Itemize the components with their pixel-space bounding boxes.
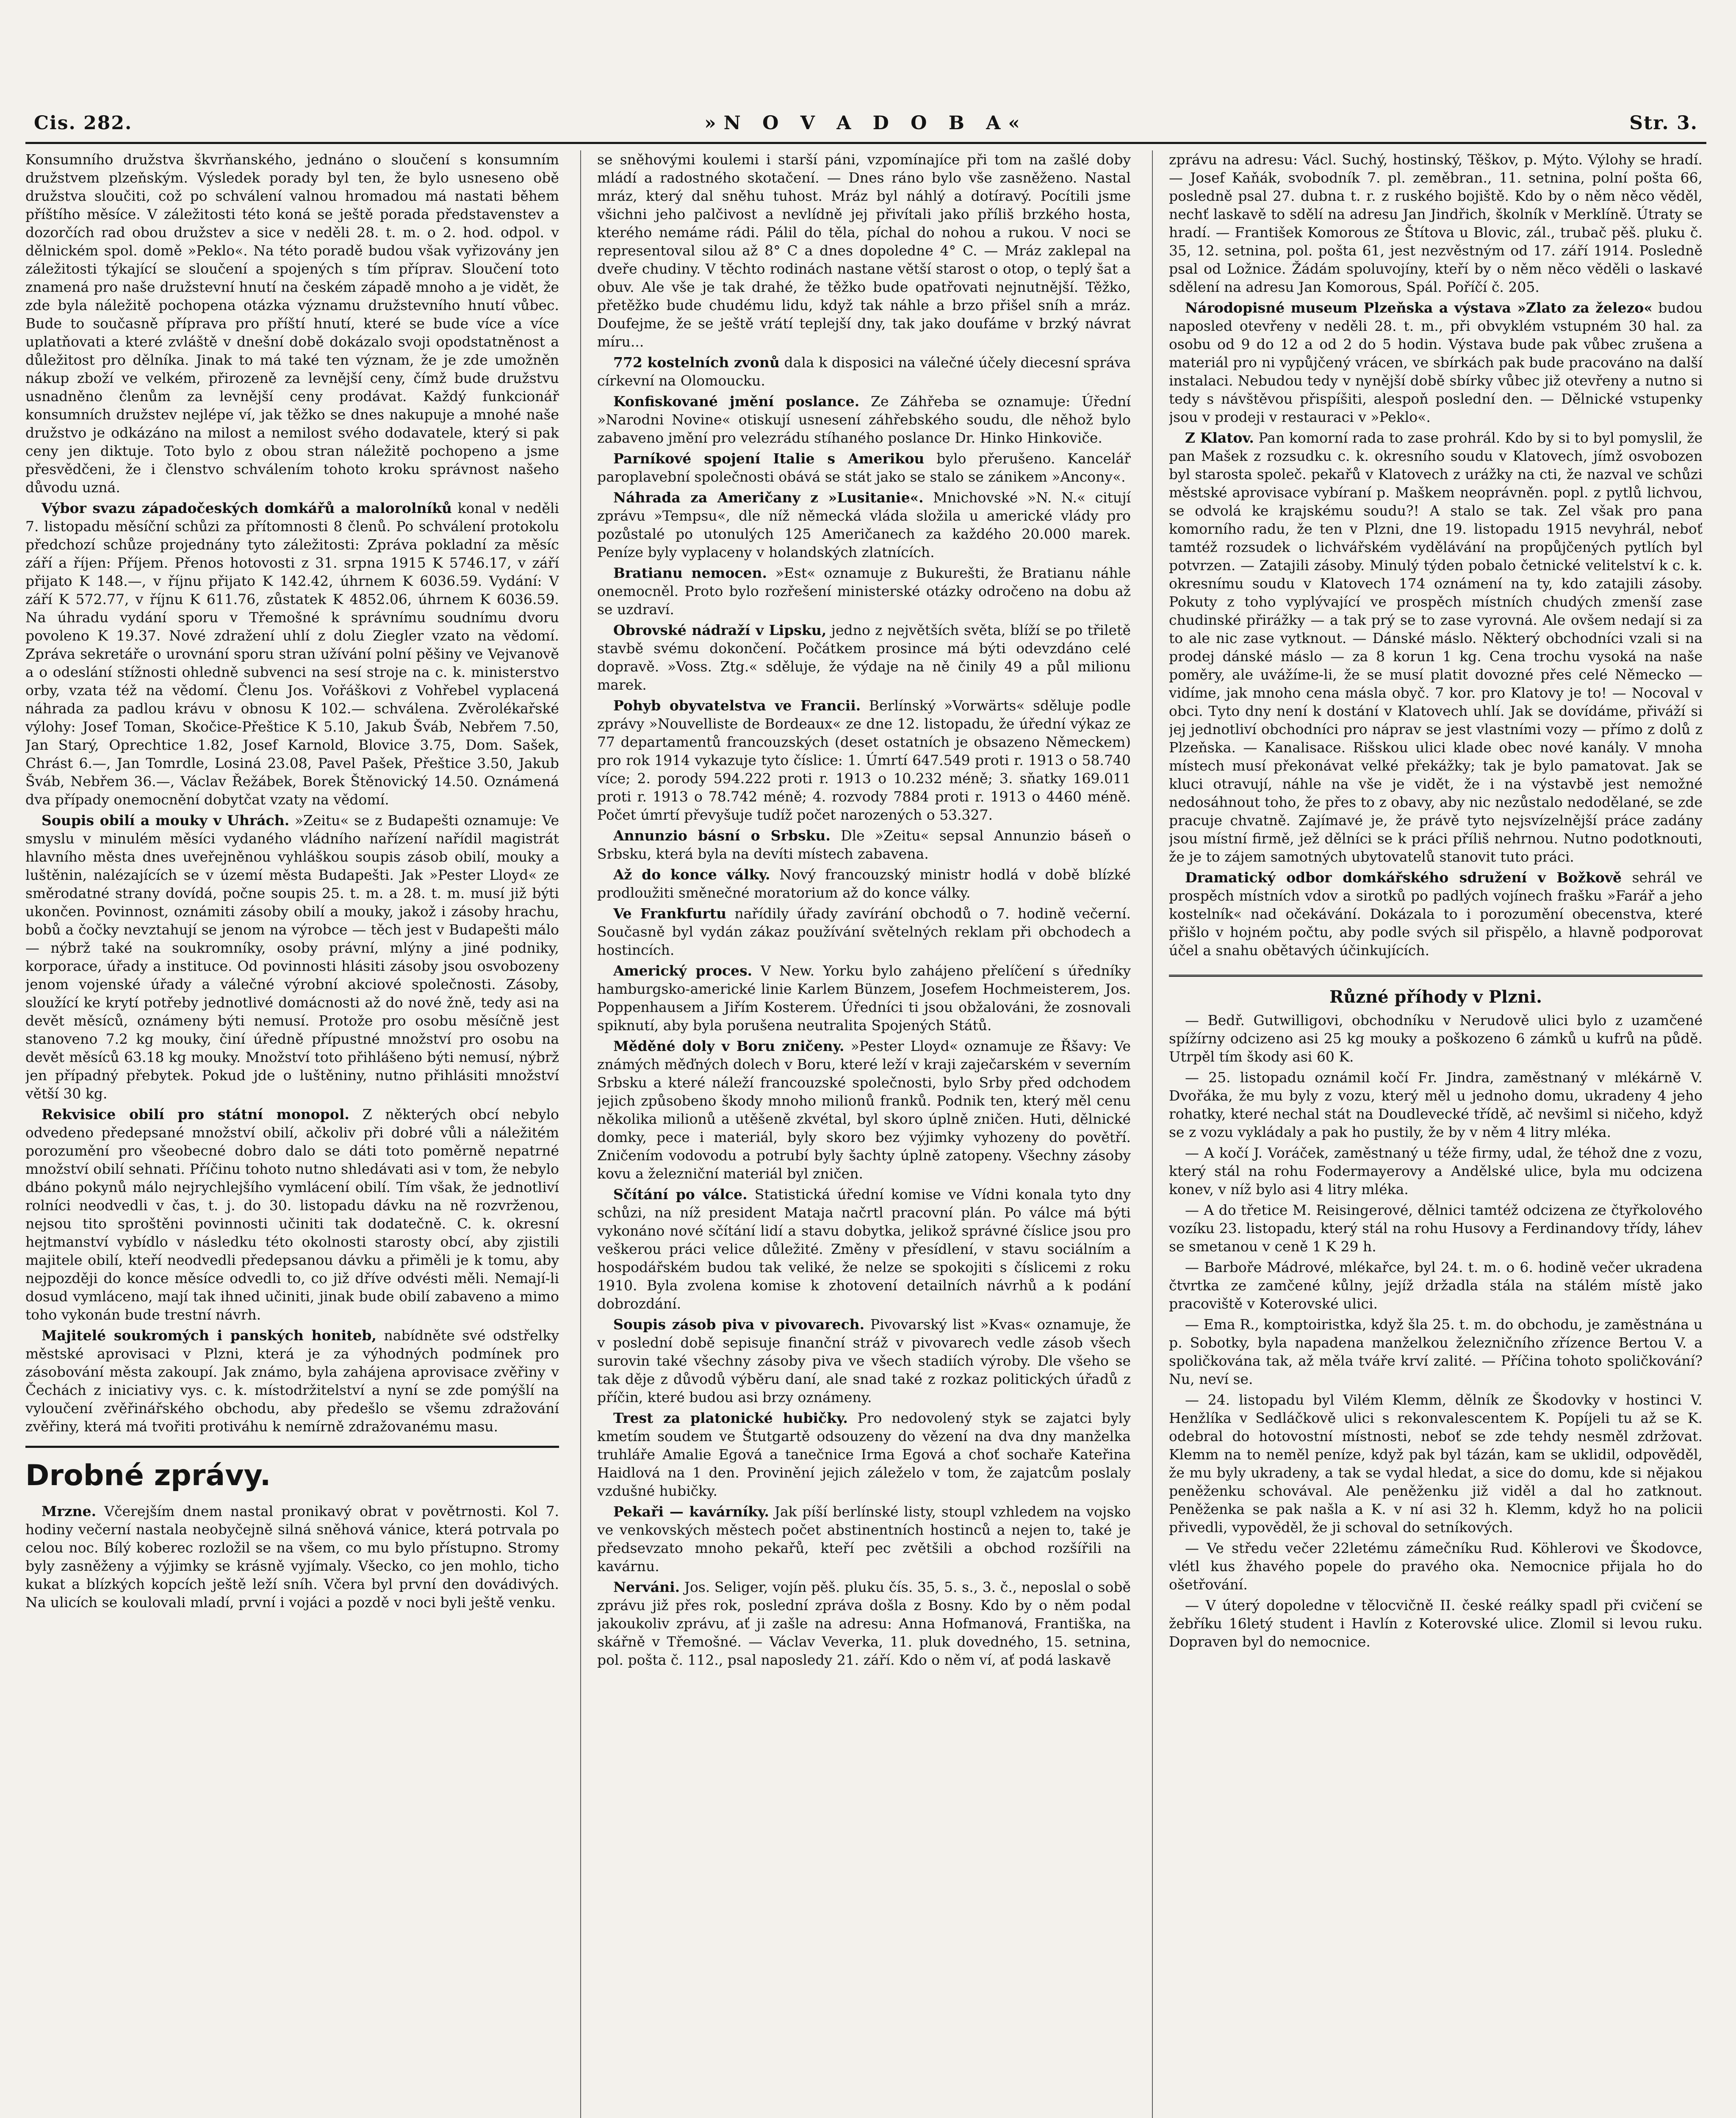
article-headline: Soupis zásob piva v pivovarech. [613, 1316, 865, 1333]
news-item: — Ve středu večer 22letému zámečníku Rud. Köhlerovi ve Škodovce, vlétl kus žhavého popele do pravého oka. Nemocnice přijala ho do ošetřování. [1169, 1540, 1703, 1593]
article-headline: Pohyb obyvatelstva ve Francii. [613, 697, 861, 714]
article [597, 621, 1131, 694]
article [597, 564, 1131, 618]
page-number: Cis. 282. [34, 112, 133, 134]
news-item: — V úterý dopoledne v tělocvičně II. české reálky spadl při cvičení se žebříku 16letý student i Havlín z Koterovské ulice. Zlomil si levou ruku. Dopraven byl do nemocnice. [1169, 1597, 1703, 1650]
article-headline: Konfiskované jmění poslance. [613, 393, 860, 410]
article-text: dala k disposici na válečné účely diecesní správa církevní na Olomoucku. [597, 354, 1131, 389]
article-text: jedno z největších světa, blíží se po třiletě stavbě svému dokončení. Počátkem prosince má býti odevzdáno celé dopravě. »Voss. Ztg.« sděluje, že výdaje na ně činily 49 a půl milionu marek. [597, 622, 1131, 693]
article [25, 1326, 559, 1436]
article-headline: Až do konce války. [613, 866, 770, 883]
article [25, 1502, 559, 1611]
article-text: se sněhovými koulemi i starší páni, vzpomínajíce při tom na zašlé doby mládí a radostného skotačení. — Dnes ráno bylo vše zasněženo. Nastal mráz, který dal sněhu tuhost. Mráz byl náhlý a dotíravý. Pocítili jsme všichni jeho palčivost a nevlídně jej přivítali jako příliš brzkého hosta, kterého nemáme rádi. Pálil do těla, píchal do nohou a rukou. V noci se representoval silou až 8° C a dnes dopoledne 4° C. — Mráz zaklepal na dveře chudiny. V těchto rodinách nastane větší starost o otop, o teplý šat a obuv. Ale vše je tak drahé, že těžko bude opatřovati nejnutnější. Těžko, přetěžko bude chudému lidu, když tak náhle a brzo přišel sníh a mráz. Doufejme, že se ještě vrátí teplejší dny, tak jako doufáme v brzký návrat míru... [597, 151, 1131, 350]
article [25, 499, 559, 809]
article-headline: Trest za platonické hubičky. [613, 1410, 848, 1426]
article-text: Pan komorní rada to zase prohrál. Kdo by si to byl pomyslil, že pan Mašek z rozsudku c. k. okresního soudu v Klatovech, jímž osvobozen byl starosta společ. pekařů v Klatovech z urážky na cti, že nazval ve schůzi městské aprovisace vybíraní p. Maškem neoprávněn. popl. z pytlů lichvou, se odvolá ke krajskému soudu?! A stalo se tak. Zel však pro pana komorního radu, že ten v Plzni, dne 19. listopadu 1915 nevyhrál, neboť tamtéž rozsudek o lichvářském vydělávání na propůjčených pytlích byl potvrzen. — Zatajili zásoby. Minulý týden pobalo četnické velitelství k c. k. okresnímu soudu v Klatovech 174 oznámení na ty, kdo zatajili zásoby. Pokuty z toho vyplývající ve prospěch místních chudých zmenší zase chudinské přirážky — a tak prý se to zase vyrovná. Ale ovšem nedají si za to ale nic zase vytknout. — Dánské máslo. Některý obchodníci vzali si na prodej dánské máslo — za 8 korun 1 kg. Cena trochu vysoká na naše poměry, ale uvážíme-li, že se musí platit dovozné přes celé Německo — vidíme, jak mnoho cena másla obyč. 7 kor. pro Klatovy je to! — Nocoval v obci. Tyto dny není k dostání v Klatovech uhlí. Jak se dovídáme, přiváží si jej jednotliví obchodníci pro náprav se jest vlastními vozy — přímo z dolů z Plzeňska. — Kanalisace. Rišskou ulici klade obec nové kanály. V mnoha místech musí překonávat velké překážky; tak je bylo pamatovat. Jak se kluci otravují, náhle na vše je vidět, že i na výstavbě jest nemožné nedosáhnout toho, že přes to z obavy, aby nic nezůstalo nedodělané, se zde pracuje chvatně. Zajímavé je, že právě tyto nejsvízelnější práce zadány jsou místní firmě, jež dělníci se k práci příliš nehrnou. Nutno podotknouti, že je to zájem samotných ubytovatelů stanovit tuto práci. [1169, 430, 1703, 865]
article [597, 353, 1131, 390]
article [25, 811, 559, 1103]
column-divider [580, 150, 581, 2118]
article-text: Včerejším dnem nastal pronikavý obrat v povětrnosti. Kol 7. hodiny večerní nastala neobyčejně silná sněhová vánice, která potrvala po celou noc. Bílý koberec rozložil se na všem, co mu bylo přístupno. Stromy byly zasněženy a výjimky se krásně vyjímaly. Všecko, co jen mohlo, ticho kukat a blízkých kopcích ještě leží sníh. Včera byl první den dovádivých. Na ulicích se koulovali mladí, první i vojáci a pozdě v noci byli ještě venku. [25, 1503, 559, 1611]
page-side: Str. 3. [1629, 112, 1698, 134]
article-text: Mnichovské »N. N.« citují zprávu »Tempsu«, dle níž německá vláda složila u americké vlády pro pozůstalé po utonulých 125 Američanech za každého 20.000 marek. Peníze byly vyplaceny v holandských zlatnících. [597, 489, 1131, 560]
article-headline: Pekaři — kavárníky. [613, 1503, 770, 1520]
article-text: Pivovarský list »Kvas« oznamuje, že v poslední době sepisuje finanční stráž v pivovarech vedle zásob všech surovin také všechny zásoby piva ve všech stadiích výroby. Dle všeho se tak děje z důvodů výběru daní, ale snad také z rozkaz politických úřadů z příčin, které budou asi brzy oznámeny. [597, 1316, 1131, 1406]
article-text: Jos. Seliger, vojín pěš. pluku čís. 35, 5. s., 3. č., neposlal o sobě zprávu již přes rok, poslední zpráva došla z Bosny. Kdo by o něm podal jakoukoliv zprávu, ať ji zašle na adresu: Anna Hofmanová, Františka, na skářně v Třemošné. — Václav Veverka, 11. pluk dovedného, 15. setnina, pol. pošta č. 112., psal naposledy 21. září. Kdo o něm ví, ať podá laskavě [597, 1579, 1131, 1668]
column-1 [25, 150, 559, 2118]
article-headline: Annunzio básní o Srbsku. [613, 827, 831, 844]
column-divider [1152, 150, 1153, 2118]
article-text: zprávu na adresu: Václ. Suchý, hostinský, Těškov, p. Mýto. Výlohy se hradí. — Josef Kaňák, svobodník 7. pl. zeměbran., 11. setnina, polní pošta 66, posledně psal 27. dubna t. r. z ruského bojiště. Kdo by o něm něco věděl, nechť laskavě to sdělí na adresu Jan Jindřich, školník v Merklíně. Útraty se hradí. — František Komorous ze Štítova u Blovic, zál., trubač pěš. pluku č. 35, 12. setnina, pol. pošta 61, jest nezvěstným od 17. září 1914. Posledně psal od Ložnice. Žádám spoluvojíny, kteří by o něm něco věděli o laskavé sdělení na adresu Jan Komorous, Spál. Poříčí č. 205. [1169, 151, 1703, 295]
news-item: — Ema R., komptoiristka, když šla 25. t. m. do obchodu, je zaměstnána u p. Sobotky, byla napadena manželkou železničního zřízence Bertou V. a spoličkována tak, až měla tváře krví zalité. — Příčina tohoto spoličkování? Nu, neví se. [1169, 1316, 1703, 1387]
article-headline: Obrovské nádraží v Lipsku, [613, 622, 827, 638]
article-text: Pro nedovolený styk se zajatci byly kmetím soudem ve Štutgartě odsouzeny do vězení na dva dny manželka truhláře Amalie Egová a tanečnice Irma Egová a choť sochaře Kateřina Haidlová na 1 den. Provinění jejich záleželo v tom, že zajatcům poslaly vzdušné hubičky. [597, 1410, 1131, 1499]
article-text: budou naposled otevřeny v neděli 28. t. m., při obvyklém vstupném 30 hal. za osobu od 9 do 12 a od 2 do 5 hodin. Výstava bude pak vůbec zrušena a materiál pro ni vypůjčený vrácen, ve sbírkách pak bude pracováno na další instalaci. Nebudou tedy v nynější době sbírky vůbec již otevřeny a nutno si tedy s návštěvou přispíšiti, alespoň poslední den. — Dělnické vstupenky jsou v prodeji v restauraci v »Peklo«. [1169, 299, 1703, 425]
article-text: bylo přerušeno. Kancelář paroplavební společnosti obává se stát jako se stalo se zánikem »Ancony«. [597, 450, 1131, 485]
article-headline: Výbor svazu západočeských domkářů a malorolníků [42, 500, 452, 516]
article [597, 1185, 1131, 1313]
article-text: V New. Yorku bylo zahájeno přelíčení s úředníky hamburgsko-americké linie Karlem Bünzem, Josefem Hochmeisterem, Jos. Poppenhausem a Jiřím Kosterem. Úředníci ti jsou obžalováni, že zosnovali spiknutí, aby byla porušena neutralita Spojených Států. [597, 962, 1131, 1034]
article-text: nabídněte své odstřelky městské aprovisaci v Plzni, která je za výhodných podmínek pro zásobování města zakoupí. Jak známo, byla zahájena aprovisace zvěřiny v Čechách z iniciativy vys. c. k. místodržitelství a nyní se zde pomýšlí na vyloučení zvěřinářského obchodu, aby předešlo se všemu zdražování zvěřiny, která má tvořiti protiváhu k nemírně zdražovanému masu. [25, 1327, 559, 1435]
article-headline: 772 kostelních zvonů [613, 354, 780, 371]
newspaper-title: »N O V A D O B A« [704, 112, 1027, 134]
article-text: Statistická úřední komise ve Vídni konala tyto dny schůzi, na níž president Mataja načrtl pracovní plán. Po válce má býti vykonáno nové sčítání lidí a stavu dobytka, jelikož správné číslice jsou pro veškerou práci velice důležité. Změny v přesídlení, v stavu sociálním a hospodářském budou tak veliké, že nelze se spokojiti s číslicemi z roku 1910. Byla zvolena komise k zhotovení detailních návrhů a k podání dobrozdání. [597, 1186, 1131, 1312]
article-headline: Mrzne. [42, 1503, 97, 1519]
column-2 [597, 150, 1131, 2118]
article-headline: Soupis obilí a mouky v Uhrách. [42, 812, 290, 829]
article-text: sehrál ve prospěch místních vdov a sirotků po padlých vojínech frašku »Farář a jeho kostelník« nad očekávání. Dokázala to i porozumění obecenstva, které přišlo v hojném počtu, aby podle svých sil přispělo, a hlavně podporovat účel a snahu obětavých účinkujících. [1169, 869, 1703, 959]
article [597, 1037, 1131, 1183]
article-headline: Nerváni. [613, 1579, 680, 1595]
article-text: Jak píší berlínské listy, stoupl vzhledem na vojsko ve venkovských městech počet abstinentních hostinců a nejen to, také je předsevzato mnoho pekařů, kteří pec zvětšili a obchod rozšířili na kavárnu. [597, 1503, 1131, 1575]
article-text: konal v neděli 7. listopadu měsíční schůzi za přítomnosti 8 členů. Po schválení protokolu předchozí schůze projednány tyto záležitosti: Zpráva pokladní za měsíc září a říjen: Příjem. Přenos hotovosti z 31. srpna 1915 K 5746.17, v září přijato K 148.—, v říjnu přijato K 142.42, úhrnem K 6036.59. Vydání: V září K 572.77, v říjnu K 611.76, zůstatek K 4852.06, úhrnem K 6036.59. Na úhradu vydání sporu v Třemošné k správnímu soudnímu dvoru povoleno K 19.37. Nové zdražení uhlí z dolu Ziegler vzato na vědomí. Zpráva sekretáře o urovnání sporu stran užívání polní pěšiny ve Vejvanově a o odeslání stížnosti ohledně subvenci na sesí stroje na c. k. ministerstvo orby, vzata též na vědomí. Členu Jos. Vořáškovi z Vohřebel vyplacená náhrada za padlou krávu v obnosu K 102.— schválena. Zvěrolékařské výlohy: Josef Toman, Skočice-Přeštice K 5.10, Jakub Šváb, Nebřem 7.50, Jan Starý, Oprechtice 1.82, Josef Karnold, Blovice 3.75, Dom. Sašek, Chrást 6.—, Jan Tomrdle, Losiná 23.08, Pavel Pašek, Přeštice 3.50, Jakub Šváb, Nebřem 36.—, Václav Řežábek, Borek Štěnovický 14.50. Oznámená dva případy onemocnění dobytčat vzaty na vědomí. [25, 500, 559, 808]
article-headline: Bratianu nemocen. [613, 565, 767, 581]
article [597, 696, 1131, 824]
article [597, 962, 1131, 1034]
news-item: — A do třetice M. Reisingerové, dělnici tamtéž odcizena ze čtyřkolového vozíku 23. listopadu, který stál na rohu Husovy a Ferdinandovy třídy, láhev se smetanou v ceně 1 K 29 h. [1169, 1202, 1703, 1255]
article-headline: Majitelé soukromých i panských honiteb, [42, 1327, 377, 1344]
article-headline: Měděné doly v Boru zničeny. [613, 1038, 844, 1054]
article-text: Nový francouzský ministr hodlá v době blízké prodloužiti směnečné moratorium až do konce války. [597, 866, 1131, 901]
article-headline: Rekvisice obilí pro státní monopol. [42, 1106, 349, 1123]
section-heading: Různé příhody v Plzni. [1329, 987, 1542, 1007]
article [597, 1578, 1131, 1669]
article-text: Z některých obcí nebylo odvedeno předepsané množství obilí, ačkoliv při dobré vůli a náležitém porozumění pro všeobecné dobro dalo se dáti toto poměrně nepatrné množství obilí sehnati. Příčinu tohoto nutno shledávati asi v tom, že nebylo dbáno pokynů málo nejrychlejšího vymlácení obilí. Tím však, že jednotliví rolníci neodvedli v čas, t. j. do 30. listopadu dávku na ně rozvrženou, nejsou tito sproštěni povinnosti učiniti tak dodatečně. C. k. okresní hejtmanství vybídlo v následku této okolnosti starosty obcí, aby zjistili majitele obilí, kteří neodvedli předepsanou dávku a přiměli je k tomu, aby nejpozději do konce měsíce odvedli to, co již dříve odvésti měli. Nemají-li dosud vymláceno, mají tak ihned učiniti, jinak bude obilí zabaveno a mimo toho vykonán bude trestní návrh. [25, 1106, 559, 1323]
article-headline: Sčítání po válce. [613, 1186, 748, 1203]
article [597, 826, 1131, 863]
article-text: Dle »Zeitu« sepsal Annunzio báseň o Srbsku, která byla na devíti místech zabavena. [597, 827, 1131, 862]
article-headline: Náhrada za Američany z »Lusitanie«. [613, 489, 924, 506]
page-header [25, 104, 1706, 144]
article [1169, 868, 1703, 959]
article [597, 488, 1131, 561]
article-headline: Národopisné museum Plzeňska a výstava »Zlato za železo« [1185, 299, 1653, 316]
article [1169, 299, 1703, 426]
news-item: — Barboře Mádrové, mlékařce, byl 24. t. m. o 6. hodině večer ukradena čtvrtka ze zamčené kůlny, jejíž držadla stála na stálém místě jako pracoviště v Koterovské ulici. [1169, 1259, 1703, 1312]
article-headline: Dramatický odbor domkářského sdružení v Božkově [1185, 869, 1622, 886]
article [597, 449, 1131, 486]
article-headline: Parníkové spojení Italie s Amerikou [613, 450, 925, 467]
article-text: »Est« oznamuje z Bukurešti, že Bratianu náhle onemocněl. Proto bylo rozřešení ministerské otázky odročeno na dobu až se uzdraví. [597, 565, 1131, 618]
section-rule [25, 1446, 559, 1448]
section-rule [1169, 975, 1703, 977]
article-text: Konsumního družstva škvrňanského, jednáno o sloučení s konsumním družstvem plzeňským. Výsledek porady byl ten, že bylo usneseno obě družstva sloučiti, což po schválení valnou hromadou má nastati během příštího měsíce. V záležitosti této koná se ještě porada představenstev a dozorčích rad obou družstev a sice v neděli 28. t. m. o 2. hod. odpol. v dělnickém spol. domě »Peklo«. Na této poradě budou však vyřizovány jen záležitosti týkající se sloučení a spojených s tím příprav. Sloučení toto znamená pro naše družstevní hnutí na českém západě mnoho a je vidět, že zde byla náležitě pochopena otázka významu družstevního hnutí vůbec. Bude to současně příprava pro příští hnutí, které se bude více a více uplatňovati a které zvláště v dnešní době dokázalo svoji opodstatněnost a důležitost pro dělníka. Jinak to má také ten význam, že je zde umožněn nákup zboží ve velkém, přirozeně za levnější ceny, čímž bude družstvu usnadněno členům za levnější ceny prodávat. Každý funkcionář konsumních družstev nejlépe ví, jak těžko se dnes nakupuje a mnohé naše družstvo je odkázáno na milost a nemilost svého dodavatele, který si pak ceny jen diktuje. Toto bylo z obou stran náležitě pochopeno a jsme přesvědčeni, že i členstvo schválením tohoto kroku správnost našeho důvodu uzná. [25, 151, 559, 496]
article [597, 392, 1131, 447]
article [25, 1105, 559, 1324]
article-text: »Zeitu« se z Budapešti oznamuje: Ve smyslu v minulém měsíci vydaného vládního nařízení nařídil magistrát hlavního města dnes uveřejněnou vyhláškou soupis zásob obilí, mouky a luštěnin, nalézajících se v území města Budapešti. Jak »Pester Lloyd« ze směrodatné strany dovídá, počne soupis 25. t. m. a 28. t. m. musí již býti ukončen. Povinnost, oznámiti zásoby obilí a mouky, jakož i zásoby hrachu, bobů a čočky nevztahují se jenom na výrobce — těch jest v Budapešti málo — nýbrž také na soukromníky, osoby právní, mlýny a jiné podniky, korporace, úřady a instituce. Od povinnosti hlásiti zásoby jsou osvobozeny jenom vojenské úřady a válečné výrobní akciové společnosti. Zásoby, sloužící ke krytí potřeby jednotlivé domácnosti až do nové žně, tedy asi na devět měsíců, oznámeny býti nemusí. Protože pro osobu měsíčně jest stanoveno 7.2 kg mouky, činí úředně přípustné množství pro osobu na devět měsíců 63.18 kg mouky. Množství toto přihlášeno býti nemusí, nýbrž jen případný přebytek. Pokud jde o luštěniny, nutno přihlásiti množství větší 30 kg. [25, 812, 559, 1102]
article-headline: Americký proces. [613, 962, 753, 979]
article [597, 1315, 1131, 1406]
article-text: nařídily úřady zavírání obchodů o 7. hodině večerní. Současně byl vydán zákaz používání světelných reklam při obchodech a hostincích. [597, 905, 1131, 958]
article [1169, 429, 1703, 866]
news-item: — Bedř. Gutwilligovi, obchodníku v Nerudově ulici bylo z uzamčené spížírny odcizeno asi 25 kg mouky a poškozeno 6 zámků u kufrů na půdě. Utrpěl tím škody asi 60 K. [1169, 1012, 1703, 1065]
article-text: »Pester Lloyd« oznamuje ze Řšavy: Ve známých měďných dolech v Boru, které leží v kraji zaječarském v severním Srbsku a které náleží francouzské společnosti, bylo Srby před odchodem jejich způsobeno škody mnoho milionů franků. Podnik ten, který měl cenu několika milionů a utěšeně zkvétal, byl skoro úplně zničen. Huti, dělnické domky, pece i materiál, byly skoro bez výjimky vyhozeny do povětří. Zničením vodovodu a potrubí byly šachty úplně zatopeny. Všechny zásoby kovu a železniční materiál byl zničen. [597, 1038, 1131, 1182]
article-headline: Ve Frankfurtu [613, 905, 727, 922]
article [597, 904, 1131, 959]
article [597, 1409, 1131, 1500]
article-text: Berlínský »Vorwärts« sděluje podle zprávy »Nouvelliste de Bordeaux« ze dne 12. listopadu, že úřední výkaz ze 77 departamentů francouzských (deset ostatních je obsazeno Německem) pro rok 1914 vykazuje tyto číslice: 1. Úmrtí 647.549 proti r. 1913 o 58.740 více; 2. porody 594.222 proti r. 1913 o 10.232 méně; 3. sňatky 169.011 proti r. 1913 o 78.742 méně; 4. rozvody 7884 proti r. 1913 o 4460 méně. Počet úmrtí převyšuje tudíž počet narozených o 53.327. [597, 697, 1131, 823]
news-item: — 25. listopadu oznámil kočí Fr. Jindra, zaměstnaný v mlékárně V. Dvořáka, že mu byly z vozu, který měl u jednoho domu, ukradeny 4 jeho rohatky, které nechal stát na Doudlevecké třídě, ač nevšiml si ničeho, když se z vozu vykládaly a pak ho pustily, že by v něm 4 litry mléka. [1169, 1069, 1703, 1140]
article-headline: Z Klatov. [1185, 430, 1254, 446]
section-heading: Drobné zprávy. [25, 1459, 271, 1492]
news-item: — 24. listopadu byl Vilém Klemm, dělník ze Škodovky v hostinci V. Henžlíka v Sedláčkově ulici s rekonvalescentem K. Popíjeli tu až se K. odebral do hotovostní místnosti, neboť se zde tehdy nesměl zdržovat. Klemm na to neměl peníze, když pak byl tázán, kam se uklidil, odpověděl, že mu byly ukradeny, a tak se vydal hledat, a sice do domu, kde si nějakou peněženku schovával. Ale peněženku již viděl a dal ho zatknout. Peněženka se pak našla a K. v ní asi 32 h. Klemm, když ho na policii přivedli, vypověděl, že ji schoval do setníkových. [1169, 1392, 1703, 1536]
article [597, 1503, 1131, 1575]
article [597, 865, 1131, 902]
column-3 [1169, 150, 1703, 2118]
article-text: Ze Záhřeba se oznamuje: Úřední »Narodni Novine« otiskují usnesení záhřebského soudu, dle něhož bylo zabaveno jmění pro velezrádu stíhaného poslance Dr. Hinko Hinkoviče. [597, 393, 1131, 446]
news-item: — A kočí J. Voráček, zaměstnaný u téže firmy, udal, že téhož dne z vozu, který stál na rohu Fodermayerovy a Andělské ulice, byla mu odcizena konev, v níž bylo asi 4 litry mléka. [1169, 1145, 1703, 1198]
